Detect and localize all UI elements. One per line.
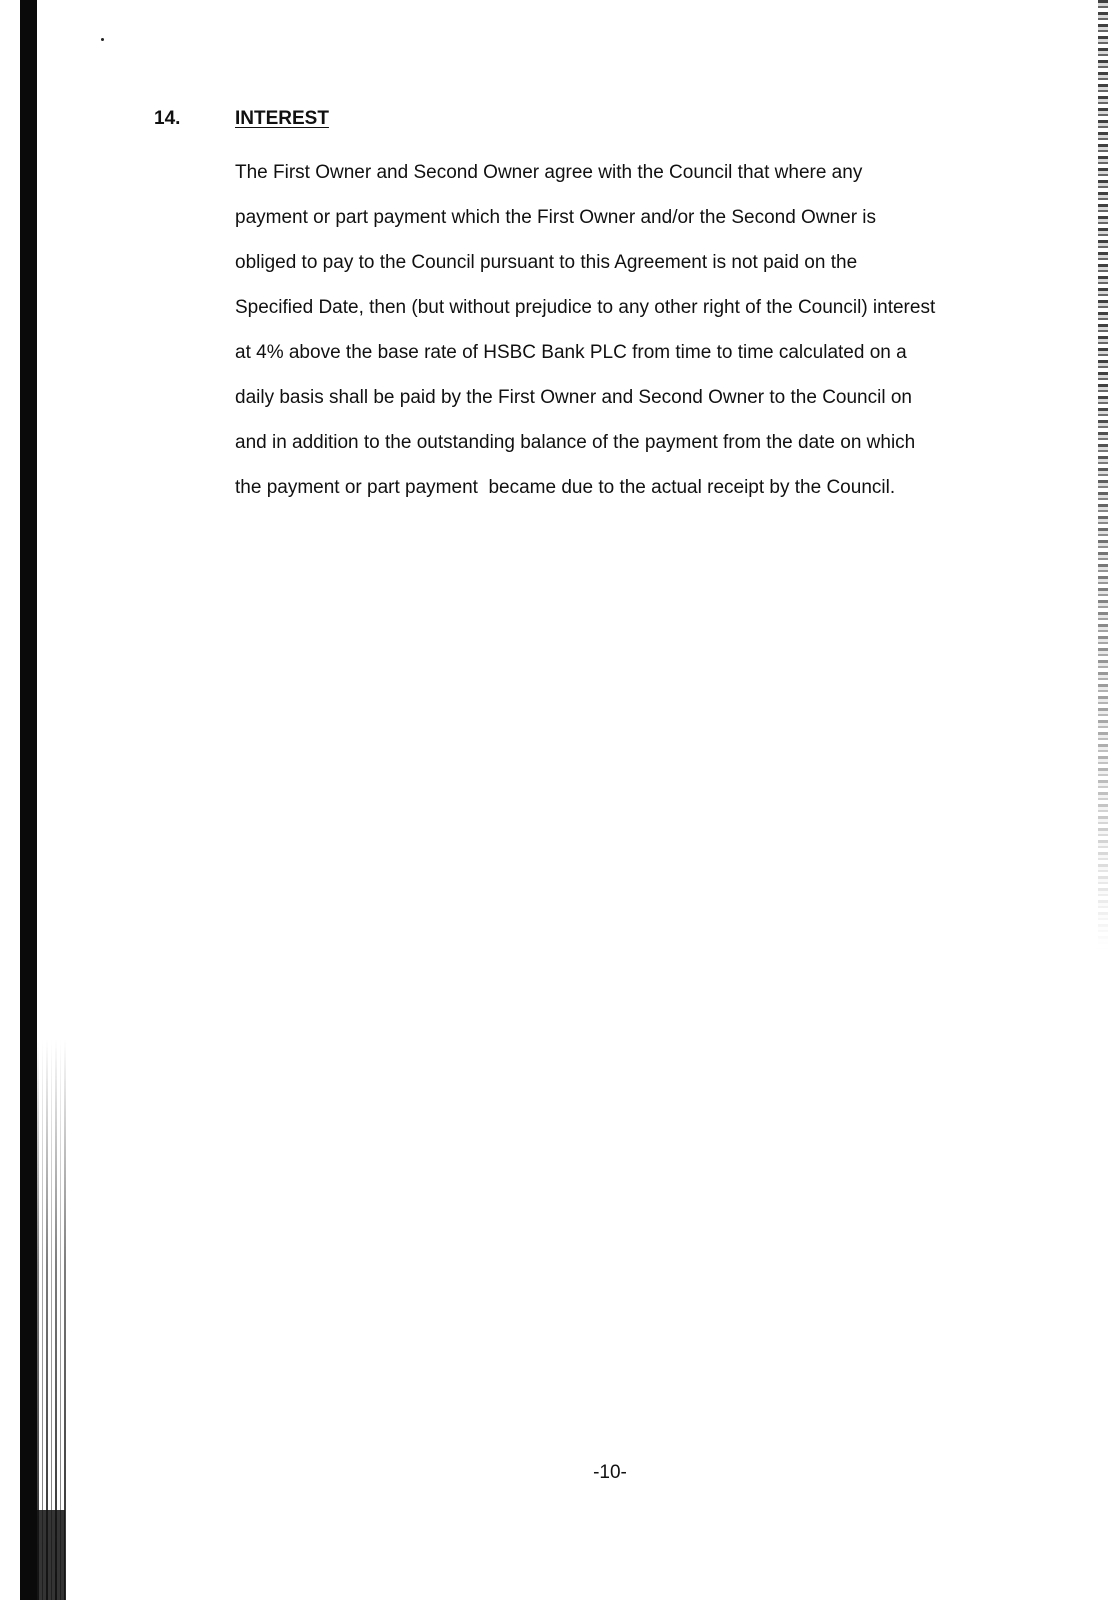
scan-right-edge — [1098, 0, 1108, 950]
section-heading — [154, 108, 1034, 138]
body-line: The First Owner and Second Owner agree with the Council that where any — [235, 162, 863, 183]
body-line: the payment or part payment became due to the actual receipt by the Council. — [235, 477, 896, 498]
scan-edge-shadow — [37, 1510, 65, 1600]
body-line: obliged to pay to the Council pursuant to this Agreement is not paid on the — [235, 252, 858, 273]
body-line: at 4% above the base rate of HSBC Bank PLC from time to time calculated on a — [235, 342, 907, 363]
section-body — [235, 150, 1034, 510]
body-line: payment or part payment which the First Owner and/or the Second Owner is — [235, 207, 877, 228]
scan-speck — [101, 38, 104, 41]
scan-binding-edge — [20, 0, 37, 1600]
section-title: INTEREST — [235, 108, 329, 129]
body-line: Specified Date, then (but without prejudice to any other right of the Council) interest — [235, 297, 936, 318]
page-number: -10- — [593, 1462, 627, 1483]
body-line: and in addition to the outstanding balance of the payment from the date on which — [235, 432, 916, 453]
interest-section — [154, 108, 1034, 510]
body-line: daily basis shall be paid by the First Owner and Second Owner to the Council on — [235, 387, 912, 408]
section-number: 14. — [154, 108, 181, 129]
